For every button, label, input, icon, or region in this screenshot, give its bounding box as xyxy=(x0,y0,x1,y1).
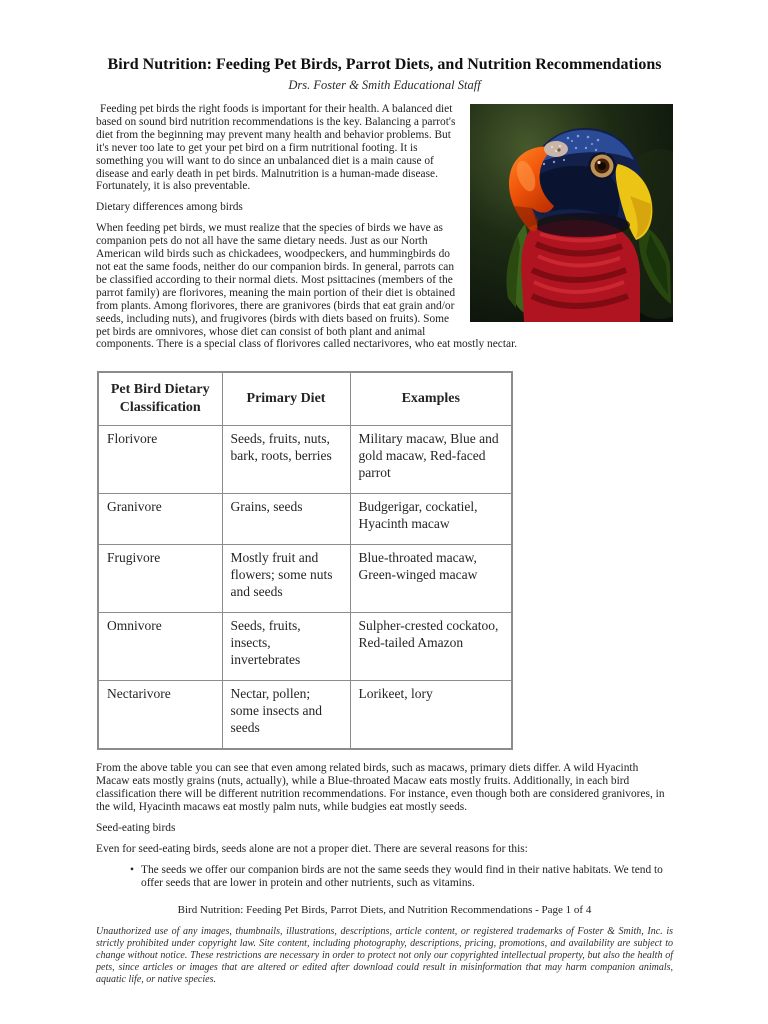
intro-paragraph: Feeding pet birds the right foods is important for their health. A balanced diet based on sound bird nutrition recommendations is the key. Balancing a parrot's diet from the beginning may prevent many health and behavior problems. But it's never too late to get your pet bird on a firm nutritional footing. It is something you will want to do since an unbalanced diet is a main cause of disease and early death in pet birds. Malnutrition is a human-made disease. Fortunately, it is also preventable. xyxy=(96,103,456,193)
article-body xyxy=(96,103,673,986)
table-row-nectarivore xyxy=(98,681,512,750)
seed-paragraph: Even for seed-eating birds, seeds alone are not a proper diet. There are several reasons for this: xyxy=(96,842,528,855)
cell-diet: Nectar, pollen; some insects and seeds xyxy=(222,681,350,750)
cell-examples: Lorikeet, lory xyxy=(350,681,512,750)
cell-classification: Omnivore xyxy=(98,613,222,681)
table-header-examples: Examples xyxy=(350,372,512,426)
copyright-disclaimer: Unauthorized use of any images, thumbnails, illustrations, descriptions, article content, or registered trademarks of Foster & Smith, Inc. is strictly prohibited under copyright law. Site content, including photography, descriptions, pricing, promotions, and availability are subject to change without notice. These restrictions are necessary in order to protect not only our copyrighted intellectual property, but also the health of pets, since articles or images that are altered or edited after download could result in misinformation that may harm companion animals, aquatic life, or native species. xyxy=(96,925,673,985)
table-row-granivore xyxy=(98,494,512,545)
diet-classification-table xyxy=(97,371,513,750)
cell-diet: Seeds, fruits, nuts, bark, roots, berries xyxy=(222,426,350,494)
cell-diet: Seeds, fruits, insects, invertebrates xyxy=(222,613,350,681)
cell-examples: Military macaw, Blue and gold macaw, Red-faced parrot xyxy=(350,426,512,494)
table-header-row xyxy=(98,372,512,426)
cell-classification: Nectarivore xyxy=(98,681,222,750)
table-row-frugivore xyxy=(98,545,512,613)
dietary-paragraph: When feeding pet birds, we must realize that the species of birds we have as companion pets do not all have the same dietary needs. Just as our North American wild birds such as chickadees, woodpeckers, and hummingbirds do not eat the same foods, neither do our companion birds. In general, parrots can be classified according to their normal diets. Most psittacines (members of the parrot family) are florivores, meaning the main portion of their diet is obtained from plants. Among florivores, there are granivores (birds that eat grain and/or seeds, including nuts), and frugivores (birds with diets based on fruits). Some pet birds are omnivores, whose diet can consist of both plant and animal components. There is a special class of florivores called nectarivores, who eat mostly nectar. xyxy=(96,222,518,351)
parrot-photo-illustration xyxy=(470,104,673,322)
cell-classification: Frugivore xyxy=(98,545,222,613)
parrot-photo xyxy=(470,104,673,322)
page-title: Bird Nutrition: Feeding Pet Birds, Parrot Diets, and Nutrition Recommendations xyxy=(107,56,662,73)
bullet-text: The seeds we offer our companion birds are not the same seeds they would find in their native habitats. We tend to offer seeds that are lower in protein and other nutrients, such as vitamins. xyxy=(141,863,663,889)
cell-classification: Granivore xyxy=(98,494,222,545)
cell-diet: Mostly fruit and flowers; some nuts and seeds xyxy=(222,545,350,613)
bullet-icon: • xyxy=(130,863,134,876)
heading-dietary-differences: Dietary differences among birds xyxy=(96,201,243,214)
cell-examples: Blue-throated macaw, Green-winged macaw xyxy=(350,545,512,613)
heading-seed-eating-birds: Seed-eating birds xyxy=(96,821,176,834)
cell-classification: Florivore xyxy=(98,426,222,494)
table-row-florivore xyxy=(98,426,512,494)
table-row-omnivore xyxy=(98,613,512,681)
table-header-primary-diet: Primary Diet xyxy=(222,372,350,426)
after-table-paragraph: From the above table you can see that even among related birds, such as macaws, primary diets differ. A wild Hyacinth Macaw eats mostly grains (nuts, actually), while a Blue-throated Macaw eats mostly fruits. Additionally, in each bird classification there will be different nutrition recommendations. For instance, even though both are considered granivores, in the wild, Hyacinth macaws eat mostly palm nuts, while budgies eat mostly seeds. xyxy=(96,762,665,814)
cell-examples: Sulpher-crested cockatoo, Red-tailed Amazon xyxy=(350,613,512,681)
page-content xyxy=(96,54,673,986)
cell-examples: Budgerigar, cockatiel, Hyacinth macaw xyxy=(350,494,512,545)
page-footer-line: Bird Nutrition: Feeding Pet Birds, Parrot Diets, and Nutrition Recommendations - Page 1 of 4 xyxy=(177,903,592,916)
table-header-classification: Pet Bird Dietary Classification xyxy=(98,372,222,426)
bullet-item-native-seeds xyxy=(130,864,673,890)
byline: Drs. Foster & Smith Educational Staff xyxy=(288,78,481,92)
cell-diet: Grains, seeds xyxy=(222,494,350,545)
